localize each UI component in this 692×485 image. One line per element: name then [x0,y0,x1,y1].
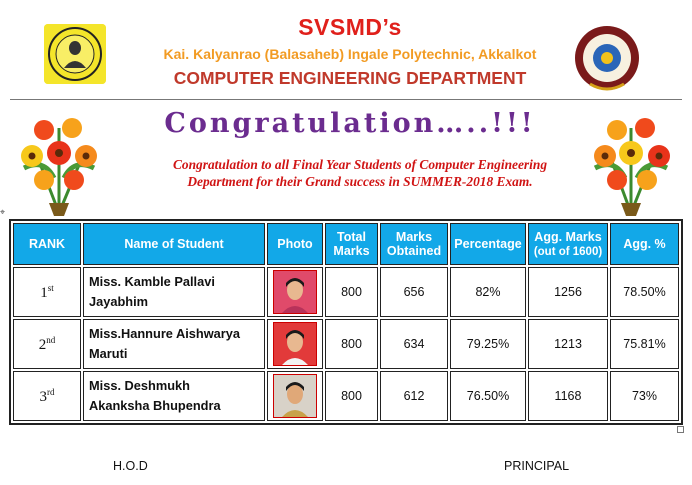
table-row [13,319,679,369]
header-total-line1: Total [337,230,366,244]
department-name: COMPUTER ENGINEERING DEPARTMENT [173,68,527,88]
total-marks-cell: 800 [325,371,378,421]
header-marks-obtained [380,223,448,265]
student-name-line2: Maruti [89,346,128,361]
student-photo [273,374,317,418]
header-obtained-line2: Obtained [386,244,442,258]
marks-obtained-cell: 634 [380,319,448,369]
header-agg-line2: (out of 1600) [533,245,603,258]
percentage-cell: 82% [450,267,526,317]
rank-number: 2 [38,336,47,353]
agg-marks-cell: 1213 [528,319,608,369]
header-obtained-line1: Marks [395,230,433,244]
header-agg-line1: Agg. Marks [534,229,602,244]
percentage-cell: 76.50% [450,371,526,421]
rank-cell [13,267,81,317]
department-logo [570,24,645,92]
agg-percent-cell: 78.50% [610,267,679,317]
header-agg-percent: Agg. % [610,223,679,265]
agg-percent-cell: 75.81% [610,319,679,369]
percentage-cell: 79.25% [450,319,526,369]
rank-number: 3 [39,388,47,405]
rank-suffix: st [47,282,54,293]
photo-cell [267,267,323,317]
student-name-cell [83,319,265,369]
page-title: SVSMD’s [298,14,402,40]
rank-suffix: rd [47,386,55,397]
header-divider [10,99,682,100]
student-photo [273,322,317,366]
message-line: Department for their Grand success in SUMMER-2018 Exam. [187,174,533,189]
table-row [13,371,679,421]
marks-obtained-cell: 612 [380,371,448,421]
photo-cell [267,371,323,421]
header-total-line2: Marks [333,244,370,258]
rank-cell [13,319,81,369]
flower-bouquet-left-icon [14,108,104,218]
marks-obtained-cell: 656 [380,267,448,317]
congratulation-heading: Congratulation…..!!! [164,108,536,139]
table-row [13,267,679,317]
agg-percent-cell: 73% [610,371,679,421]
institute-name: Kai. Kalyanrao (Balasaheb) Ingale Polytechnic, Akkalkot [163,46,537,62]
photo-cell [267,319,323,369]
student-name-line1: Miss.Hannure Aishwarya [89,326,241,341]
header-photo: Photo [267,223,323,265]
header-name: Name of Student [83,223,265,265]
header-agg-marks [528,223,608,265]
rank-suffix: nd [46,334,56,345]
total-marks-cell: 800 [325,319,378,369]
congratulation-message [110,156,610,190]
student-name-line2: Jayabhim [89,294,149,309]
table-move-handle-icon[interactable]: ⌖ [0,207,6,217]
message-line: Congratulation to all Final Year Students of Computer Engineering [172,157,548,172]
hod-signature-label: H.O.D [113,459,148,473]
principal-signature-label: PRINCIPAL [504,459,570,473]
institute-logo [44,24,106,84]
agg-marks-cell: 1168 [528,371,608,421]
header-percentage: Percentage [450,223,526,265]
header-rank: RANK [13,223,81,265]
total-marks-cell: 800 [325,267,378,317]
student-name-line1: Miss. Deshmukh [89,378,190,393]
agg-marks-cell: 1256 [528,267,608,317]
header-total-marks [325,223,378,265]
student-name-line1: Miss. Kamble Pallavi [89,274,215,289]
student-name-cell [83,267,265,317]
student-photo [273,270,317,314]
student-name-cell [83,371,265,421]
student-name-line2: Akanksha Bhupendra [89,398,221,413]
rank-number: 1 [40,284,48,301]
rank-cell [13,371,81,421]
results-table [9,219,683,425]
table-resize-handle[interactable] [677,426,684,433]
table-header-row [13,223,679,265]
